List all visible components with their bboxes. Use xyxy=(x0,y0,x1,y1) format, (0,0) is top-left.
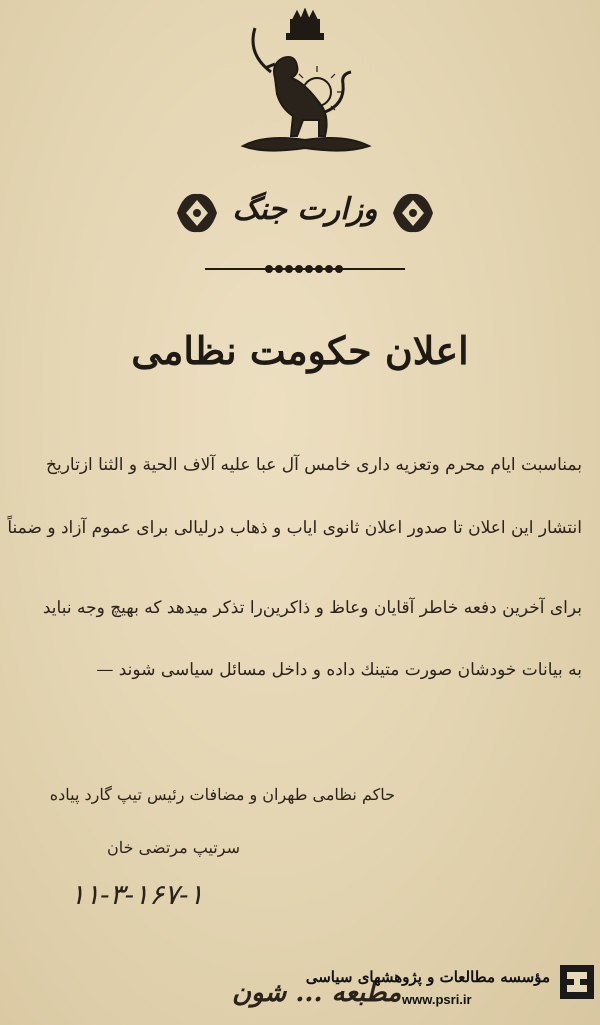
left-ornament-icon xyxy=(172,188,222,238)
body-line-1: بمناسبت ایام محرم وتعزیه داری خامس آل عبا علیه آلاف الحیة و الثنا ازتاریخ xyxy=(46,455,582,475)
handwritten-date: ۱۱-۳-۱۶۷-۱ xyxy=(70,878,204,911)
body-line-2: انتشار این اعلان تا صدور اعلان ثانوی اياب و ذهاب درلیالی برای عموم آزاد و ضمناً xyxy=(7,518,582,538)
signature-name: سرتیپ مرتضی خان xyxy=(107,838,240,857)
proclamation-title: اعلان حکومت نظامی xyxy=(131,328,469,373)
printing-press-name: مطبعه ... شون xyxy=(232,978,402,1008)
institute-logo-icon xyxy=(560,965,594,999)
lion-and-sun-emblem-icon xyxy=(225,8,385,168)
watermark-institute: مؤسسه مطالعات و پژوهشهای سیاسی xyxy=(305,968,550,986)
signature-title: حاکم نظامی طهران و مضافات رئیس تیپ گارد پیاده xyxy=(49,785,395,804)
body-line-4: به بیانات خودشان صورت متینك داده و داخل مسائل سیاسی شوند — xyxy=(96,660,582,680)
body-line-3: برای آخرین دفعه خاطر آقایان وعاظ و ذاکرین‌را تذکر میدهد که بهیچ وجه نباید xyxy=(42,598,582,618)
right-ornament-icon xyxy=(388,188,438,238)
watermark-url: www.psri.ir xyxy=(402,992,472,1007)
ministry-heading: وزارت جنگ xyxy=(232,192,378,227)
ornamental-divider-icon xyxy=(205,262,405,276)
